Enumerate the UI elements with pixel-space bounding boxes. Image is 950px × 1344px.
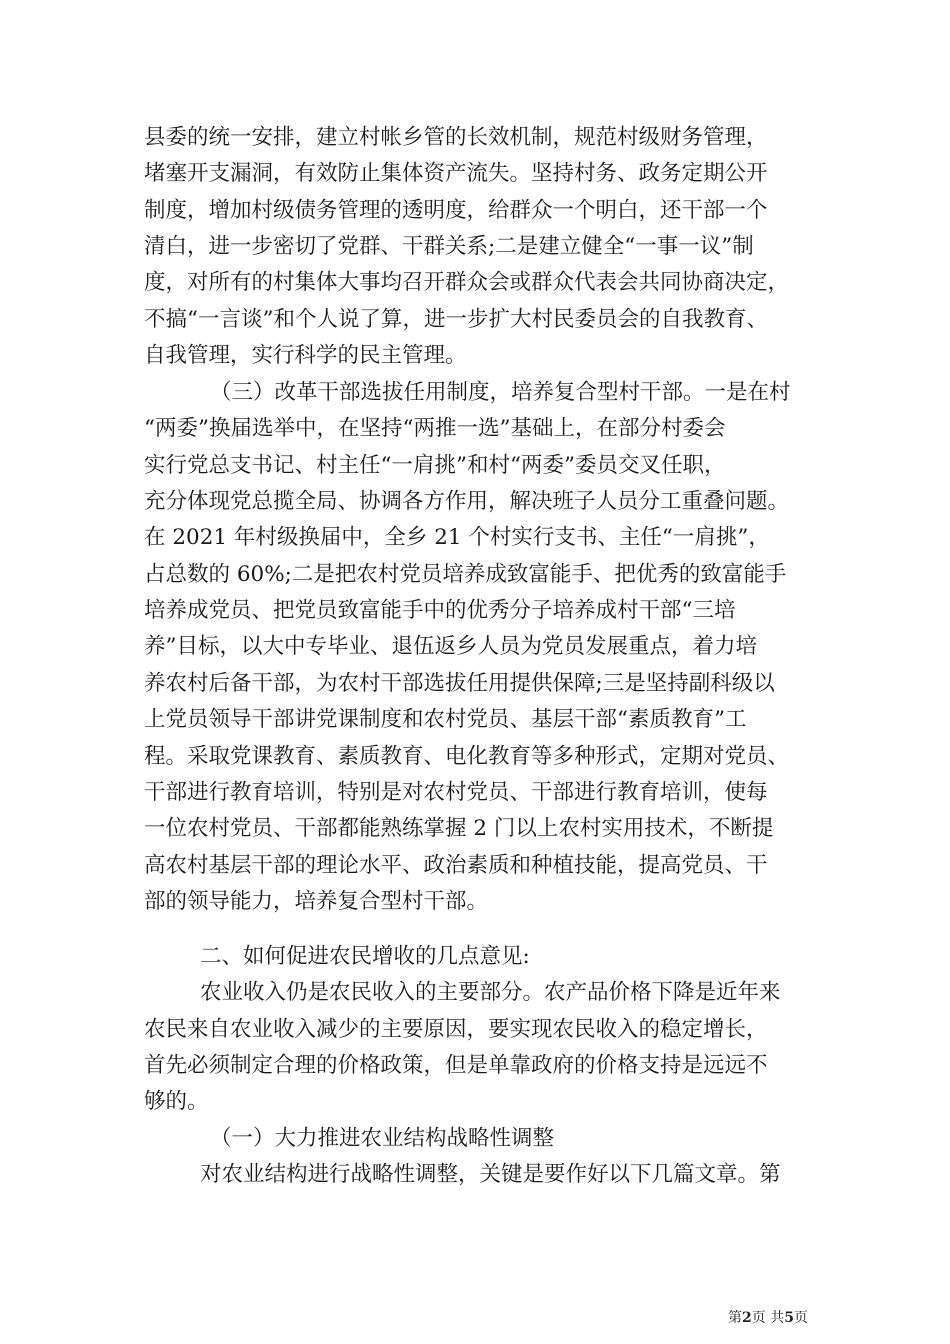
text-line: 够的。 bbox=[144, 1089, 209, 1114]
page-current: 2 bbox=[742, 1310, 752, 1326]
text-line: 对农业结构进行战略性调整，关键是要作好以下几篇文章。第 bbox=[200, 1162, 781, 1187]
text-line: 高农村基层干部的理论水平、政治素质和种植技能，提高党员、干 bbox=[144, 853, 768, 878]
text-line: 培养成党员、把党员致富能手中的优秀分子培养成村干部“三培 bbox=[144, 598, 736, 623]
text-line: 首先必须制定合理的价格政策，但是单靠政府的价格支持是远远不 bbox=[144, 1053, 768, 1078]
page-prefix: 第 bbox=[728, 1310, 743, 1326]
page-number bbox=[680, 1308, 808, 1328]
text-line: 占总数的 60%;二是把农村党员培养成致富能手、把优秀的致富能手 bbox=[144, 562, 787, 587]
text-line: 上党员领导干部讲党课制度和农村党员、基层干部“素质教育”工 bbox=[144, 707, 747, 732]
text-line: 充分体现党总揽全局、协调各方作用，解决班子人员分工重叠问题。 bbox=[144, 489, 790, 514]
section-heading: （三）改革干部选拔任用制度，培养复合型村干部。一是在村 bbox=[210, 380, 791, 405]
text-line: 干部进行教育培训，特别是对农村党员、干部进行教育培训，使每 bbox=[144, 780, 768, 805]
text-line: 养”目标，以大中专毕业、退伍返乡人员为党员发展重点，着力培 bbox=[144, 634, 757, 659]
text-line: 实行党总支书记、村主任“一肩挑”和村“两委”委员交叉任职， bbox=[144, 453, 726, 478]
section-heading: （一）大力推进农业结构战略性调整 bbox=[210, 1126, 555, 1151]
page-suffix: 页 bbox=[794, 1310, 808, 1326]
section-heading: 二、如何促进农民增收的几点意见: bbox=[200, 944, 530, 969]
text-line: 不搞“一言谈”和个人说了算，进一步扩大村民委员会的自我教育、 bbox=[144, 307, 768, 332]
text-line: 制度，增加村级债务管理的透明度，给群众一个明白，还干部一个 bbox=[144, 198, 768, 223]
text-line: 县委的统一安排，建立村帐乡管的长效机制，规范村级财务管理， bbox=[144, 125, 768, 150]
text-line: 自我管理，实行科学的民主管理。 bbox=[144, 343, 467, 368]
text-line: 养农村后备干部，为农村干部选拔任用提供保障;三是坚持副科级以 bbox=[144, 671, 775, 696]
page-middle: 页 共 bbox=[751, 1310, 785, 1326]
text-line: 清白，进一步密切了党群、干群关系;二是建立健全“一事一议”制 bbox=[144, 234, 754, 259]
text-line: 程。采取党课教育、素质教育、电化教育等多种形式，定期对党员、 bbox=[144, 744, 790, 769]
text-line: 度，对所有的村集体大事均召开群众会或群众代表会共同协商决定， bbox=[144, 270, 790, 295]
text-line: 农民来自农业收入减少的主要原因，要实现农民收入的稳定增长， bbox=[144, 1017, 768, 1042]
text-line: 部的领导能力，培养复合型村干部。 bbox=[144, 889, 489, 914]
text-line: 一位农村党员、干部都能熟练掌握 2 门以上农村实用技术，不断提 bbox=[144, 816, 774, 841]
text-line: “两委”换届选举中，在坚持“两推一选”基础上，在部分村委会 bbox=[144, 416, 726, 441]
text-line: 在 2021 年村级换届中，全乡 21 个村实行支书、主任“一肩挑”， bbox=[144, 525, 770, 550]
page-total: 5 bbox=[784, 1310, 794, 1326]
text-line: 农业收入仍是农民收入的主要部分。农产品价格下降是近年来 bbox=[200, 980, 781, 1005]
text-line: 堵塞开支漏洞，有效防止集体资产流失。坚持村务、政务定期公开 bbox=[144, 161, 768, 186]
